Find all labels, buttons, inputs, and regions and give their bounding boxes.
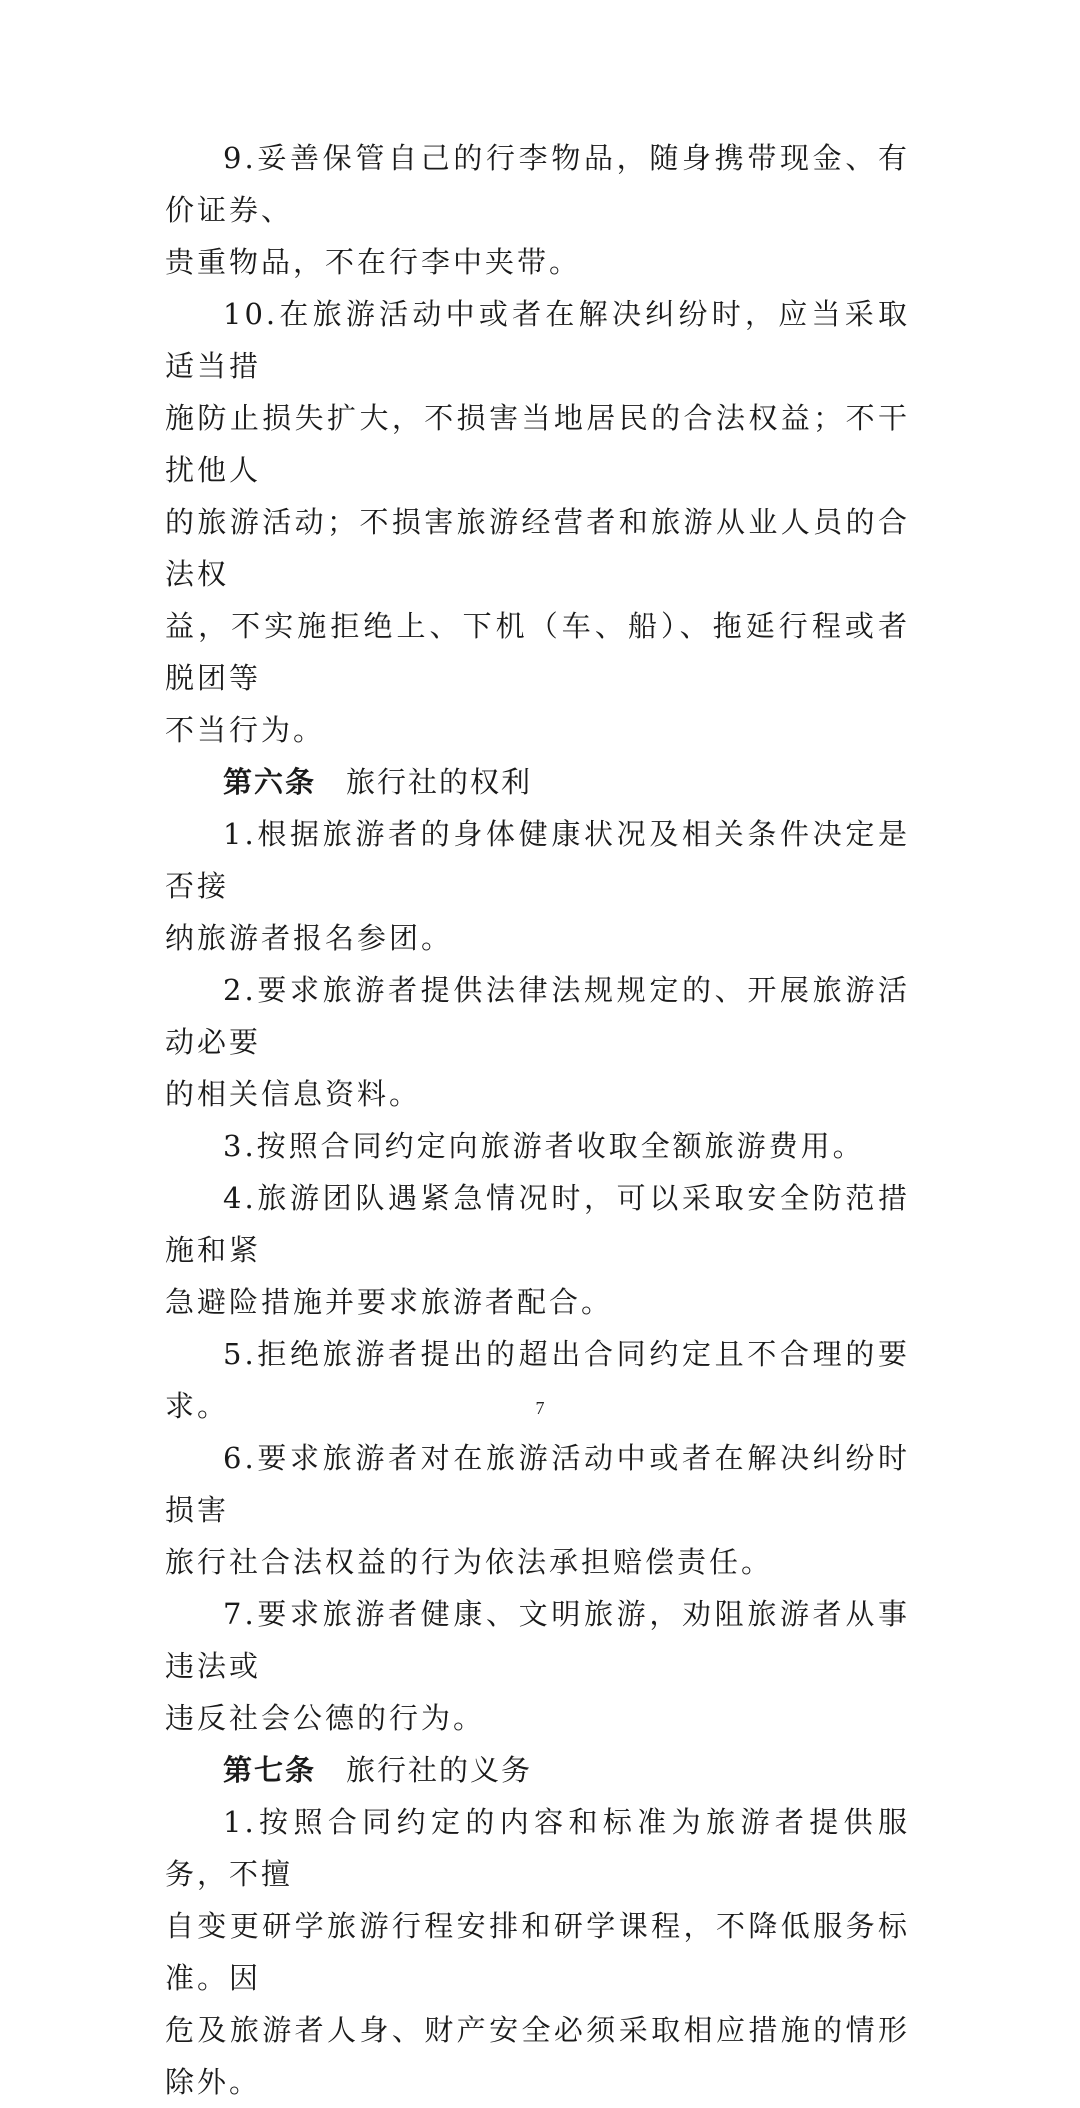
paragraph-item-9: 9.妥善保管自己的行李物品，随身携带现金、有价证券、 贵重物品，不在行李中夹带。 <box>165 141 910 279</box>
page-number: 7 <box>535 1398 545 1418</box>
document-body <box>165 132 910 2108</box>
article-number: 第七条 <box>223 1753 317 1787</box>
paragraph-right-3: 3.按照合同约定向旅游者收取全额旅游费用。 <box>223 1129 865 1163</box>
article-heading-7 <box>165 1744 910 1796</box>
paragraph-duty-1: 1.按照合同约定的内容和标准为旅游者提供服务，不擅 自变更研学旅游行程安排和研学课程，不降低服务标准。因 危及旅游者人身、财产安全必须采取相应措施的情形除外。 <box>165 1805 910 2099</box>
paragraph-item-10: 10.在旅游活动中或者在解决纠纷时，应当采取适当措 施防止损失扩大，不损害当地居民的合法权益；不干扰他人 的旅游活动；不损害旅游经营者和旅游从业人员的合法权 益，不实施拒绝上、下机（车、船）、拖延行程或者脱团等 不当行为。 <box>165 297 910 747</box>
paragraph-right-6: 6.要求旅游者对在旅游活动中或者在解决纠纷时损害 旅行社合法权益的行为依法承担赔偿责任。 <box>165 1441 910 1579</box>
paragraph-right-7: 7.要求旅游者健康、文明旅游，劝阻旅游者从事违法或 违反社会公德的行为。 <box>165 1597 910 1735</box>
paragraph-right-4: 4.旅游团队遇紧急情况时，可以采取安全防范措施和紧 急避险措施并要求旅游者配合。 <box>165 1181 910 1319</box>
paragraph-right-2: 2.要求旅游者提供法律法规规定的、开展旅游活动必要 的相关信息资料。 <box>165 973 910 1111</box>
article-title: 旅行社的权利 <box>346 765 533 799</box>
article-number: 第六条 <box>223 765 317 799</box>
paragraph-right-5: 5.拒绝旅游者提出的超出合同约定且不合理的要求。 <box>165 1337 910 1423</box>
paragraph-right-1: 1.根据旅游者的身体健康状况及相关条件决定是否接 纳旅游者报名参团。 <box>165 817 910 955</box>
article-title: 旅行社的义务 <box>346 1753 533 1787</box>
article-heading-6 <box>165 756 910 808</box>
